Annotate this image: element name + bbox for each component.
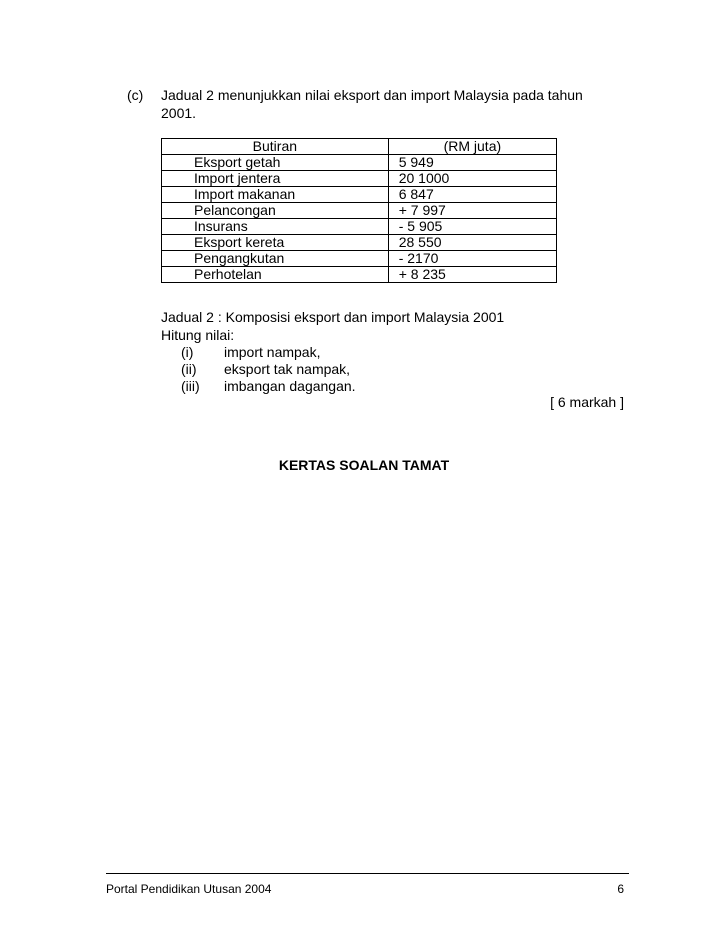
- question-text-line2: 2001.: [161, 105, 197, 121]
- table-row: [162, 219, 557, 235]
- table-cell-value: - 2170: [388, 251, 556, 267]
- table-row: [162, 187, 557, 203]
- table-cell-item: Eksport kereta: [162, 235, 389, 251]
- table-row: [162, 251, 557, 267]
- table-row: [162, 171, 557, 187]
- sub-item-number: (i): [181, 344, 194, 360]
- end-of-paper-title: KERTAS SOALAN TAMAT: [278, 457, 450, 473]
- table-cell-item: Perhotelan: [162, 267, 389, 283]
- table-cell-item: Eksport getah: [162, 155, 389, 171]
- table-caption: Jadual 2 : Komposisi eksport dan import Malaysia 2001: [161, 309, 505, 325]
- table-cell-item: Import jentera: [162, 171, 389, 187]
- table-cell-item: Insurans: [162, 219, 389, 235]
- table-cell-value: + 7 997: [388, 203, 556, 219]
- footer-page-number: 6: [617, 882, 624, 896]
- table-row: [162, 235, 557, 251]
- question-label: (c): [127, 87, 144, 103]
- sub-item-text: imbangan dagangan.: [224, 378, 356, 394]
- sub-item-number: (iii): [181, 378, 200, 394]
- table-row: [162, 203, 557, 219]
- table-cell-value: 28 550: [388, 235, 556, 251]
- table-cell-value: - 5 905: [388, 219, 556, 235]
- footer-divider: [106, 873, 629, 874]
- table-cell-item: Pengangkutan: [162, 251, 389, 267]
- table-header-row: [162, 139, 557, 155]
- footer-source: Portal Pendidikan Utusan 2004: [106, 882, 272, 896]
- table-cell-item: Pelancongan: [162, 203, 389, 219]
- table-row: [162, 267, 557, 283]
- table-header-value: (RM juta): [388, 139, 556, 155]
- instruction-text: Hitung nilai:: [161, 327, 235, 343]
- sub-item-text: eksport tak nampak,: [224, 361, 351, 377]
- table-cell-value: 20 1000: [388, 171, 556, 187]
- table-cell-item: Import makanan: [162, 187, 389, 203]
- table-header-item: Butiran: [162, 139, 389, 155]
- sub-item-text: import nampak,: [224, 344, 321, 360]
- table-row: [162, 155, 557, 171]
- question-text-line1: Jadual 2 menunjukkan nilai eksport dan import Malaysia pada tahun: [161, 87, 583, 103]
- sub-item-number: (ii): [181, 361, 197, 377]
- marks-label: [ 6 markah ]: [550, 394, 624, 410]
- table-cell-value: 5 949: [388, 155, 556, 171]
- table-cell-value: 6 847: [388, 187, 556, 203]
- export-import-table: [161, 138, 557, 283]
- table-cell-value: + 8 235: [388, 267, 556, 283]
